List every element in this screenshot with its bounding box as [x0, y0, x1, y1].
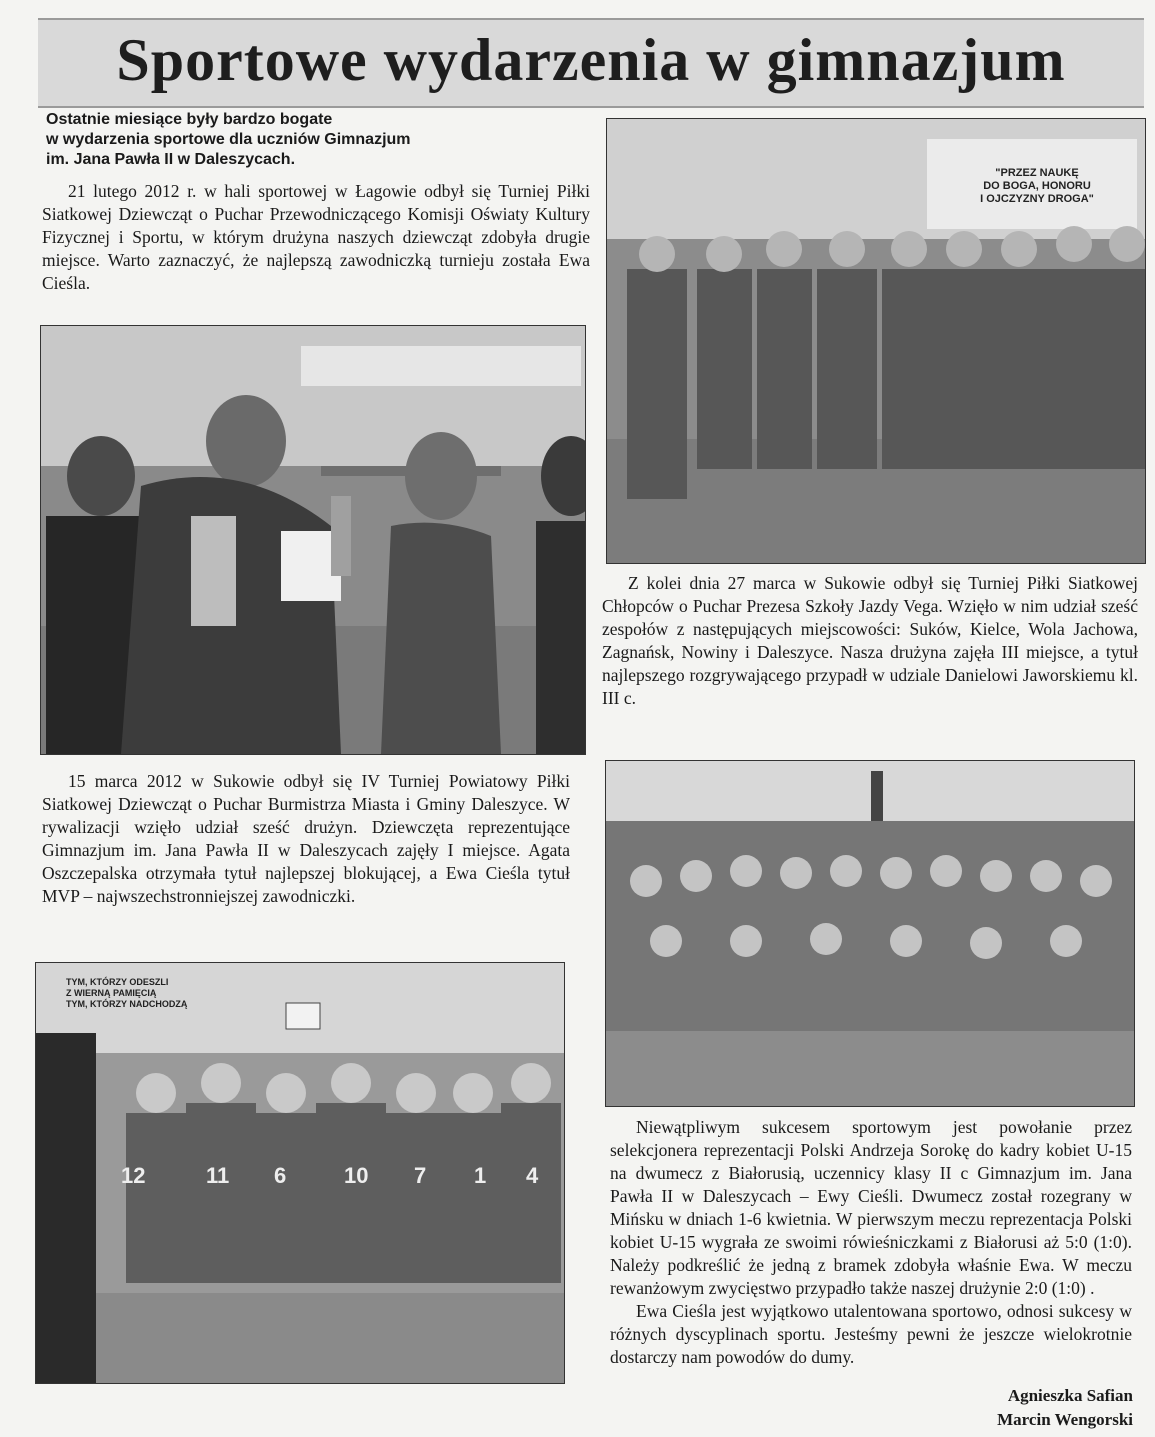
photo-national-team [605, 760, 1135, 1107]
paragraph-sukow-boys: Z kolei dnia 27 marca w Sukowie odbył się Turniej Piłki Siatkowej Chłopców o Puchar Prezesa Szkoły Jazdy Vega. Wzięło w nim udział sześć zespołów z następujących miejscowości: Suków, Kielce, Wola Jachowa, Zagnańsk, Nowiny i Daleszyce. Nasza drużyna zajęła III miejsce, a tytuł najlepszego rozgrywającego przypadł w udziale Danielowi Jaworskiemu kl. III c. [602, 573, 1138, 708]
jersey-number: 6 [274, 1163, 287, 1188]
jersey-number: 1 [474, 1163, 487, 1188]
banner-text: "PRZEZ NAUKĘ DO BOGA, HONORU I OJCZYZNY DROGA" [980, 167, 1094, 205]
jersey-number: 7 [414, 1163, 427, 1188]
paragraph-lagow: 21 lutego 2012 r. w hali sportowej w Łagowie odbył się Turniej Piłki Siatkowej Dziewcząt o Puchar Przewodniczącego Komisji Oświaty Kultury Fizycznej i Sportu, w którym drużyna naszych dziewcząt zdobyła drugie miejsce. Warto zaznaczyć, że najlepszą zawodniczką turnieju została Ewa Cieśla. [42, 181, 590, 293]
page-title: Sportowe wydarzenia w gimnazjum [116, 27, 1066, 93]
jersey-number: 11 [206, 1163, 230, 1188]
photo-boys-team [606, 118, 1146, 564]
lead-line: Ostatnie miesiące były bardzo bogate [46, 111, 333, 128]
paragraph-sukow-girls: 15 marca 2012 w Sukowie odbył się IV Turniej Powiatowy Piłki Siatkowej Dziewcząt o Puchar Burmistrza Miasta i Gminy Daleszyce. W rywalizacji wzięło udział sześć drużyn. Dziewczęta reprezentujące Gimnazjum im. Jana Pawła II w Daleszycach zajęły I miejsce. Agata Oszczepalska otrzymała tytuł najlepszej blokującej, a Ewa Cieśla tytuł MVP – najwszechstronniejszej zawodniczki. [42, 771, 570, 906]
signature: Marcin Wengorski [997, 1410, 1133, 1429]
jersey-number: 4 [526, 1163, 539, 1188]
banner-text: TYM, KTÓRZY ODESZLI Z WIERNĄ PAMIĘCIĄ TYM, KTÓRZY NADCHODZĄ [66, 977, 188, 1009]
paragraph-u15: Niewątpliwym sukcesem sportowym jest powołanie przez selekcjonera reprezentacji Polski Andrzeja Sorokę do kadry kobiet U-15 na dwumecz z Białorusią, uczennicy klasy II c Gimnazjum im. Jana Pawła II w Daleszycach – Ewy Cieśli. Dwumecz został rozegrany w Mińsku w dniach 1-6 kwietnia. W pierwszym meczu reprezentacja Polski kobiet U-15 wygrała ze swoimi rówieśniczkami z Białorusi aż 5:0 (1:0). Należy podkreślić że jedną z bramek zdobyła właśnie Ewa. W meczu rewanżowym zwycięstwo przypadło także naszej drużynie 2:0 (1:0) . Ewa Cieśla jest wyjątkowo utalentowana sportowo, odnosi sukcesy w różnych dyscyplinach sportu. Jesteśmy pewni że jeszcze wielokrotnie dostarczy nam powodów do dumy. [610, 1117, 1132, 1367]
title-bar [38, 18, 1144, 108]
signature: Agnieszka Safian [1007, 1386, 1133, 1405]
jersey-number: 10 [344, 1163, 369, 1188]
lead-line: w wydarzenia sportowe dla uczniów Gimnazjum [46, 131, 411, 148]
lead-line: im. Jana Pawła II w Daleszycach. [46, 151, 296, 168]
photo-girls-team [35, 962, 565, 1384]
jersey-number: 12 [121, 1163, 146, 1188]
lead-text [46, 110, 466, 170]
photo-trophy-ceremony [40, 325, 586, 755]
